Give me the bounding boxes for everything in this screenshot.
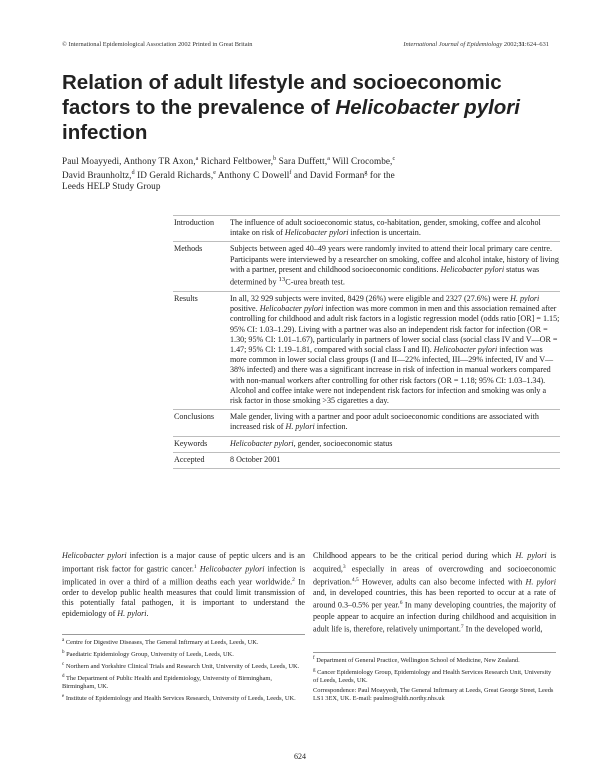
footnote: $^f$ Department of General Practice, Wellington School of Medicine, New Zealand. [313, 656, 520, 665]
footnotes-right [313, 655, 556, 704]
footnote: $^d$ The Department of Public Health and Epidemiology, University of Birmingham, Birmingham, UK. [62, 673, 272, 691]
abstract-text: 8 October 2001 [230, 452, 560, 468]
body-column-left: Helicobacter pylori infection is a major cause of peptic ulcers and is an important risk factor for gastric cancer.$^1$ Helicobacter pylori infection is implicated in over a third of a million deaths each year worldwide.$^2$ In order to develop public health measures that could limit transmission of this potentially fatal pathogen, it is important to understand the epidemiology of H. pylori. [62, 551, 306, 618]
abstract-label: Results [173, 291, 230, 409]
abstract-text: Male gender, living with a partner and poor adult socioeconomic conditions are associated with increased risk of H. pylori infection. [230, 410, 560, 436]
abstract-text: The influence of adult socioeconomic status, co-habitation, gender, smoking, coffee and alcohol intake on risk of Helicobacter pylori infection is uncertain. [230, 216, 560, 242]
footnote: $^c$ Northern and Yorkshire Clinical Trials and Research Unit, University of Leeds, Leeds, UK. [62, 661, 300, 670]
footnote: $^a$ Centre for Digestive Diseases, The General Infirmary at Leeds, Leeds, UK. [62, 638, 259, 647]
abstract-text: Helicobacter pylori, gender, socioeconomic status [230, 436, 560, 452]
body-column-right: Childhood appears to be the critical period during which H. pylori is acquired,$^3$ especially in areas of overcrowding and socioeconomic deprivation.$^{4,5}$ However, adults can also become infected with H. pylori and, in developed countries, this has been reported to occur at a rate of around 0.3–0.5% per year.$^6$ In many developing countries, the majority of people appear to acquire an infection during childhood and acquisition in adult life is, therefore, relatively unimportant.$^7$ In the developed world, [313, 551, 556, 634]
structured-abstract [173, 215, 560, 469]
footnote: $^b$ Paediatric Epidemiology Group, University of Leeds, Leeds, UK. [62, 649, 234, 659]
footnote-divider-right [313, 652, 556, 653]
abstract-conclusions [173, 410, 560, 436]
abstract-label: Accepted [173, 452, 230, 468]
abstract-label: Keywords [173, 436, 230, 452]
abstract-keywords [173, 436, 560, 452]
footnote: $^e$ Institute of Epidemiology and Health Services Research, University of Leeds, Leeds, UK. [62, 693, 296, 703]
author-list: Paul Moayyedi, Anthony TR Axon,$^a$ Richard Feltbower,$^b$ Sara Duffett,$^a$ Will Crocombe,$^c$ David Braunholtz,$^d$ ID Gerald Richards,$^e$ Anthony C Dowell$^f$ and David Forman$^g$ for the Leeds HELP Study Group [62, 156, 396, 192]
running-header-right: International Journal of Epidemiology 2002;31:624–631 [403, 41, 549, 48]
footnote: $^g$ Cancer Epidemiology Group, Epidemiology and Health Services Research Unit, University of Leeds, Leeds, UK. [313, 667, 552, 685]
running-header-left: © International Epidemiological Association 2002 Printed in Great Britain [62, 41, 253, 48]
footnote-divider-left [62, 634, 305, 635]
page-number: 624 [294, 752, 306, 761]
abstract-text: Subjects between aged 40–49 years were randomly invited to attend their local primary care centre. Participants were interviewed by a researcher on smoking, coffee and alcohol intake, history of living with a partner, present and childhood socioeconomic conditions. Helicobacter pylori status was determined by $^{13}$C-urea breath test. [230, 242, 560, 292]
abstract-label: Introduction [173, 216, 230, 242]
abstract-results [173, 291, 560, 409]
correspondence: Correspondence: Paul Moayyedi, The General Infirmary at Leeds, Great George Street, Leeds LS1 3EX, UK. E-mail: paulmo@ulth.northy.nhs.uk [313, 687, 554, 703]
abstract-introduction [173, 216, 560, 242]
abstract-accepted [173, 452, 560, 468]
abstract-label: Conclusions [173, 410, 230, 436]
abstract-text: In all, 32 929 subjects were invited, 8429 (26%) were eligible and 2327 (27.6%) were H. pylori positive. Helicobacter pylori infection was more common in men and this association remained after controlling for childhood and adult risk factors in a logistic regression model (odds ratio [OR] = 1.15; 95% CI: 1.03–1.29). Living with a partner was also an independent risk factor for infection (OR = 1.30; 95% CI: 1.01–1.67), particularly in partners of lower social class (social class IV and V—OR = 1.47; 95% CI: 1.19–1.81, compared with social class I and II). Helicobacter pylori infection was more common in lower social class groups (I and II—22% infected, III—29% infected, IV and V—38% infected) and there was a significant increase in risk of infection in manual workers compared with non-manual workers after controlling for other risk factors (OR = 1.18; 95% CI: 1.03–1.34). Alcohol and coffee intake were not independent risk factors for infection and smoking was only a risk factor in those smoking >35 cigarettes a day. [230, 291, 560, 409]
footnotes-left [62, 637, 305, 703]
article-title: Relation of adult lifestyle and socioeconomic factors to the prevalence of Helicobacter pylori infection [62, 71, 520, 144]
abstract-label: Methods [173, 242, 230, 292]
abstract-methods [173, 242, 560, 292]
